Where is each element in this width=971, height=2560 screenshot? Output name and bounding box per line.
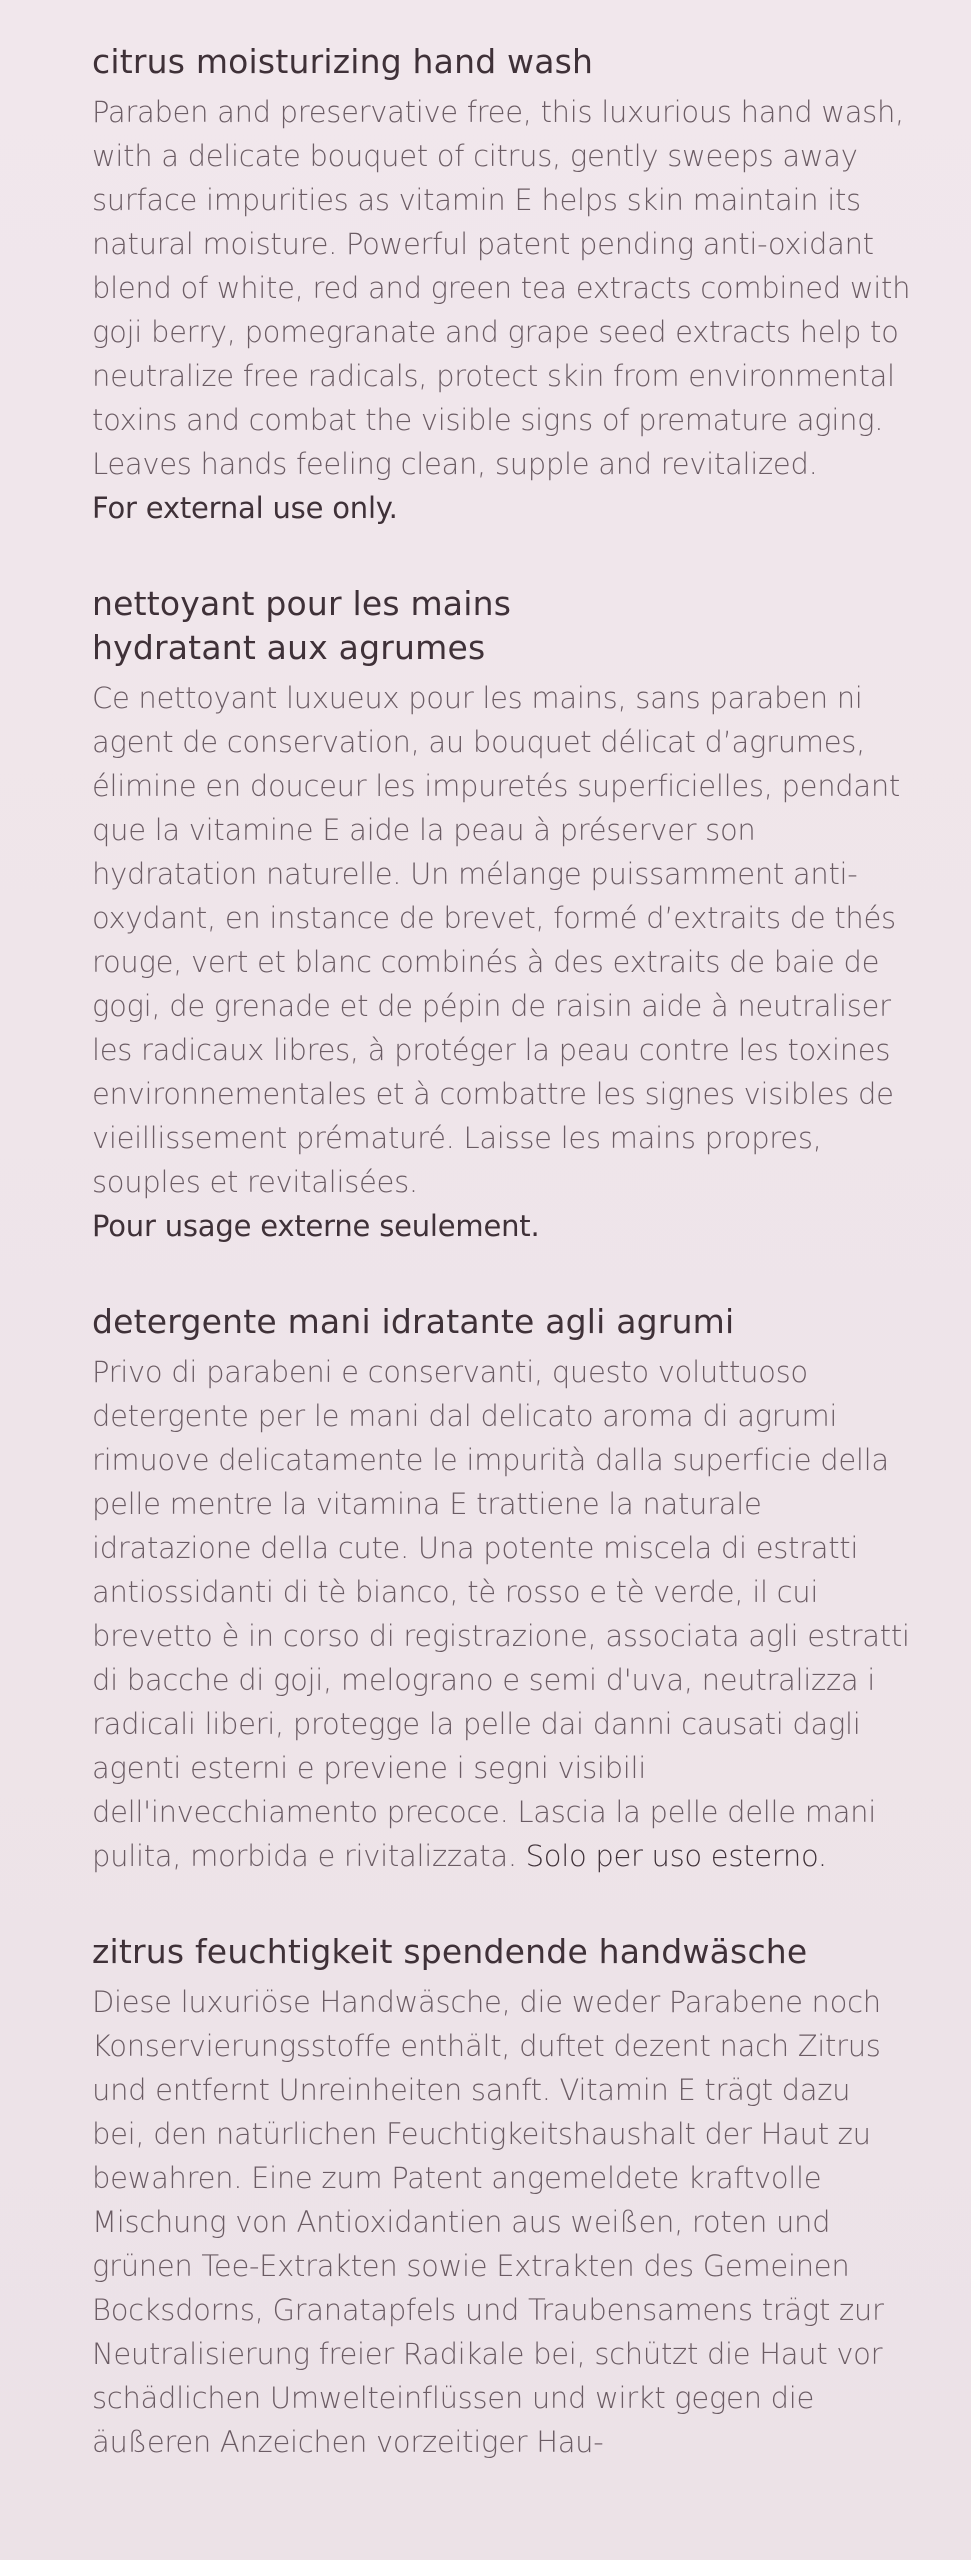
section-title: citrus moisturizing hand wash: [92, 42, 594, 81]
usage-note: Solo per uso esterno.: [525, 1839, 827, 1873]
section-body: Ce nettoyant luxueux pour les mains, sans paraben ni agent de conservation, au bouquet délicat d’agrumes, élimine en douceur les impuretés superficielles, pendant que la vitamine E aide la peau à préserver son hydratation naturelle. Un mélange puissamment anti-oxydant, en instance de brevet, formé d’extraits de thés rouge, vert et blanc combinés à des extraits de baie de gogi, de grenade et de pépin de raisin aide à neutraliser les radicaux libres, à protéger la peau contre les toxines environnementales et à combattre les signes visibles de vieillissement prématuré. Laisse les mains propres, souples et revitalisées.: [92, 681, 901, 1199]
section-title: zitrus feuchtigkeit spendende handwäsche: [92, 1932, 808, 1971]
section-body: Privo di parabeni e conservanti, questo voluttuoso detergente per le mani dal delicato aroma di agrumi rimuove delicatamente le impurità dalla superficie della pelle mentre la vitamina E trattiene la naturale idratazione della cute. Una potente miscela di estratti antiossidanti di tè bianco, tè rosso e tè verde, il cui brevetto è in corso di registrazione, associata agli estratti di bacche di goji, melograno e semi d'uva, neutralizza i radicali liberi, protegge la pelle dai danni causati dagli agenti esterni e previene i segni visibili dell'invecchiamento precoce. Lascia la pelle delle mani pulita, morbida e rivitalizzata.: [92, 1355, 910, 1873]
section-german: [92, 1930, 911, 2464]
section-title-line-1: nettoyant pour les mains: [92, 584, 512, 623]
section-title: [92, 582, 911, 670]
section-french: [92, 582, 911, 1248]
section-body: Diese luxuriöse Handwäsche, die weder Parabene noch Konservierungsstoffe enthält, duftet dezent nach Zitrus und entfernt Unreinheiten sanft. Vitamin E trägt dazu bei, den natürlichen Feuchtigkeitshaushalt der Haut zu bewahren. Eine zum Patent angemeldete kraftvolle Mischung von Antioxidantien aus weißen, roten und grünen Tee-Extrakten sowie Extrakten des Gemeinen Bocksdorns, Granatapfels und Traubensamens trägt zur Neutralisierung freier Radikale bei, schützt die Haut vor schädlichen Umwelteinflüssen und wirkt gegen die äußeren Anzeichen vorzeitiger Hau-: [92, 1985, 884, 2459]
section-title: detergente mani idratante agli agrumi: [92, 1302, 735, 1341]
section-body: Paraben and preservative free, this luxurious hand wash, with a delicate bouquet of citrus, gently sweeps away surface impurities as vitamin E helps skin maintain its natural moisture. Powerful patent pending anti-oxidant blend of white, red and green tea extracts combined with goji berry, pomegranate and grape seed extracts help to neutralize free radicals, protect skin from environmental toxins and combat the visible signs of premature aging. Leaves hands feeling clean, supple and revitalized.: [92, 95, 911, 481]
usage-note: For external use only.: [92, 491, 398, 525]
usage-note: Pour usage externe seulement.: [92, 1209, 540, 1243]
section-title-line-2: hydratant aux agrumes: [92, 628, 486, 667]
section-english: [92, 40, 911, 530]
section-italian: [92, 1300, 911, 1878]
section-body-wrapper: [92, 1350, 911, 1878]
